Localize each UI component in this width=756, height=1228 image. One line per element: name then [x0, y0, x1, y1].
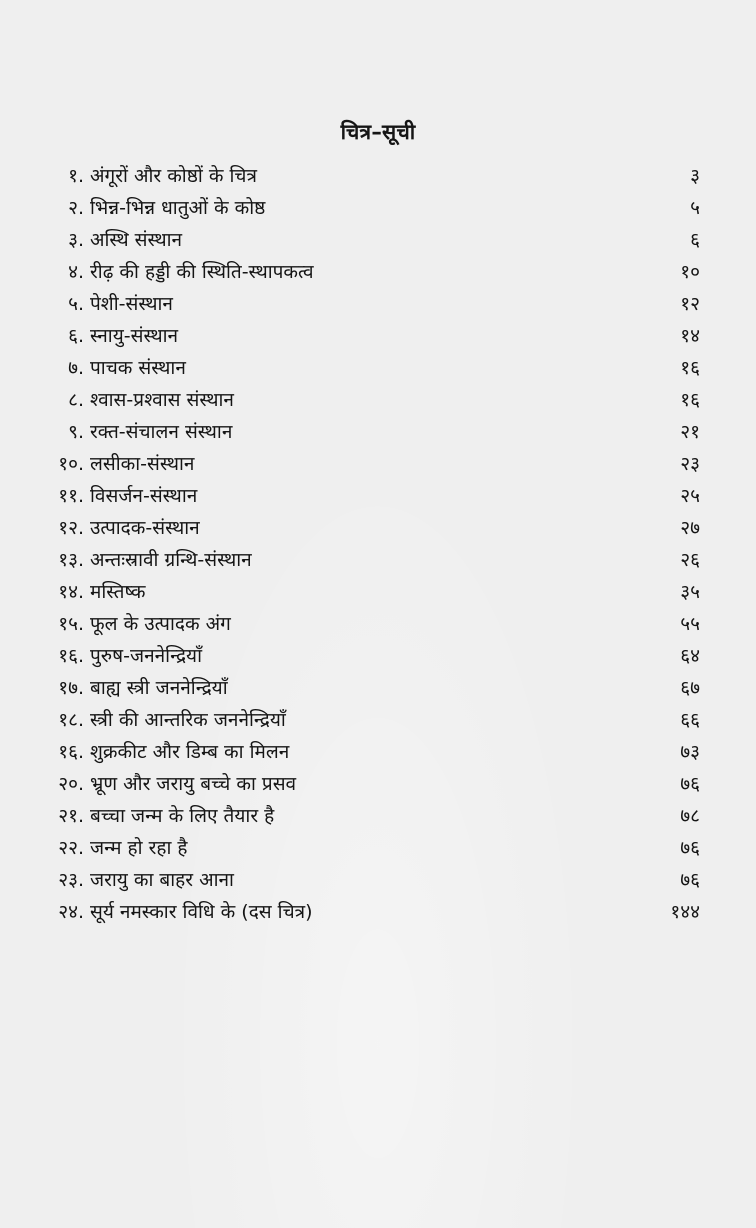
item-label: स्नायु-संस्थान: [90, 325, 179, 347]
item-page: २३: [680, 453, 700, 475]
item-label: सूर्य नमस्कार विधि के (दस चित्र): [90, 901, 313, 923]
item-number: १.: [68, 165, 84, 187]
item-number: १०.: [58, 453, 84, 475]
item-label: पुरुष-जननेन्द्रियाँ: [90, 645, 203, 667]
item-page: ३: [690, 165, 700, 187]
list-item: [0, 416, 756, 448]
item-number: ९.: [68, 421, 84, 443]
item-label: श्वास-प्रश्वास संस्थान: [90, 389, 234, 411]
list-item: [0, 256, 756, 288]
item-page: ७८: [680, 805, 700, 827]
item-page: ७३: [680, 741, 700, 763]
list-item: [0, 864, 756, 896]
item-number: ७.: [68, 357, 84, 379]
item-number: ३.: [68, 229, 84, 251]
item-number: २.: [68, 197, 84, 219]
item-number: २०.: [58, 773, 84, 795]
list-item: [0, 672, 756, 704]
item-label: पाचक संस्थान: [90, 357, 186, 379]
item-number: १६.: [58, 741, 84, 763]
list-item: [0, 736, 756, 768]
item-label: भ्रूण और जरायु बच्चे का प्रसव: [90, 773, 297, 795]
item-page: २७: [680, 517, 700, 539]
list-item: [0, 576, 756, 608]
item-label: बच्चा जन्म के लिए तैयार है: [90, 805, 275, 827]
item-page: २६: [680, 549, 700, 571]
item-page: ७६: [680, 869, 700, 891]
item-page: ५५: [680, 613, 700, 635]
item-label: रक्त-संचालन संस्थान: [90, 421, 233, 443]
list-item: [0, 384, 756, 416]
item-number: ५.: [68, 293, 84, 315]
item-page: ६: [690, 229, 700, 251]
item-number: १६.: [58, 645, 84, 667]
list-item: [0, 160, 756, 192]
list-item: [0, 288, 756, 320]
item-page: १६: [680, 357, 700, 379]
item-label: बाह्य स्त्री जननेन्द्रियाँ: [90, 677, 228, 699]
list-item: [0, 768, 756, 800]
item-page: ३५: [680, 581, 700, 603]
item-number: १७.: [58, 677, 84, 699]
list-item: [0, 448, 756, 480]
page-title: चित्र–सूची: [340, 120, 416, 144]
item-page: ७६: [680, 837, 700, 859]
item-label: पेशी-संस्थान: [90, 293, 173, 315]
item-page: ६४: [680, 645, 700, 667]
item-label: मस्तिष्क: [90, 581, 146, 603]
list-item: [0, 352, 756, 384]
item-page: २५: [680, 485, 700, 507]
item-label: अंगूरों और कोष्ठों के चित्र: [90, 165, 257, 187]
list-item: [0, 192, 756, 224]
item-number: २३.: [58, 869, 84, 891]
item-page: ५: [690, 197, 700, 219]
list-item: [0, 608, 756, 640]
item-number: ६.: [68, 325, 84, 347]
item-label: जन्म हो रहा है: [90, 837, 188, 859]
item-page: २१: [680, 421, 700, 443]
list-item: [0, 896, 756, 928]
item-label: फूल के उत्पादक अंग: [90, 613, 231, 635]
item-number: १३.: [58, 549, 84, 571]
item-number: १२.: [58, 517, 84, 539]
list-item: [0, 512, 756, 544]
item-label: उत्पादक-संस्थान: [90, 517, 200, 539]
item-page: १४: [680, 325, 700, 347]
item-page: ६७: [680, 677, 700, 699]
list-item: [0, 480, 756, 512]
item-page: १०: [680, 261, 700, 283]
list-item: [0, 832, 756, 864]
item-label: रीढ़ की हड्डी की स्थिति-स्थापकत्व: [90, 261, 314, 283]
item-number: २४.: [58, 901, 84, 923]
item-number: १४.: [58, 581, 84, 603]
item-label: विसर्जन-संस्थान: [90, 485, 198, 507]
item-page: ६६: [680, 709, 700, 731]
item-label: शुक्रकीट और डिम्ब का मिलन: [90, 741, 290, 763]
list-item: [0, 320, 756, 352]
item-page: १२: [680, 293, 700, 315]
item-page: १६: [680, 389, 700, 411]
list-item: [0, 544, 756, 576]
item-number: १८.: [58, 709, 84, 731]
item-label: अन्तःस्रावी ग्रन्थि-संस्थान: [90, 549, 252, 571]
list-item: [0, 640, 756, 672]
item-label: लसीका-संस्थान: [90, 453, 195, 475]
item-number: ४.: [68, 261, 84, 283]
item-label: अस्थि संस्थान: [90, 229, 183, 251]
list-item: [0, 224, 756, 256]
item-label: जरायु का बाहर आना: [90, 869, 234, 891]
item-page: १४४: [670, 901, 700, 923]
item-number: २१.: [58, 805, 84, 827]
item-page: ७६: [680, 773, 700, 795]
item-label: भिन्न-भिन्न धातुओं के कोष्ठ: [90, 197, 266, 219]
item-number: १५.: [58, 613, 84, 635]
item-label: स्त्री की आन्तरिक जननेन्द्रियाँ: [90, 709, 286, 731]
item-number: ८.: [68, 389, 84, 411]
item-number: २२.: [58, 837, 84, 859]
list-item: [0, 800, 756, 832]
list-item: [0, 704, 756, 736]
item-number: ११.: [58, 485, 84, 507]
